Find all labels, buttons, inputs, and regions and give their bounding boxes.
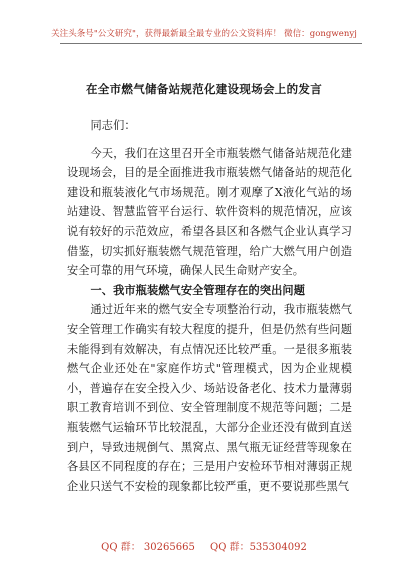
document-body — [67, 116, 352, 496]
document-title: 在全市燃气储备站规范化建设现场会上的发言 — [86, 82, 322, 96]
footer — [0, 538, 408, 553]
footer-qq-2: QQ 群：535304092 — [210, 542, 307, 553]
footer-qq-1: QQ 群： 30265665 — [101, 542, 195, 553]
section-1-heading: 一、我市瓶装燃气安全管理存在的突出问题 — [90, 283, 305, 297]
salutation: 同志们： — [90, 119, 136, 132]
paragraph-1: 今天，我们在这里召开全市瓶装燃气储备站规范化建设现场会，目的是全面推进我市瓶装燃气储备站的规范化建设和瓶装液化气市场规范。刚才观摩了X液化气站的场站建设、智慧监管平台运行、软件资料的规范情况，应该说有较好的示范效应，希望各县区和各燃气企业认真学习借鉴，切实抓好瓶装燃气规范管理，给广大燃气用户创造安全可靠的用气环境，确保人民生命财产安全。 — [67, 146, 352, 278]
paragraph-2: 通过近年来的燃气安全专项整治行动，我市瓶装燃气安全管理工作确实有较大程度的提升，但是仍然有些问题未能得到有效解决，有点情况还比较严重。一是很多瓶装燃气企业还处在"家庭作坊式"管理模式，因为企业规模小，普遍存在安全投入少、场站设备老化、技术力量薄弱职工教育培训不到位、安全管理制度不规范等问题；二是瓶装燃气运输环节比较混乱，大部分企业还没有做到直送到户，导致违规倒气、黑窝点、黑气瓶无证经营等现象在各县区不同程度的存在；三是用户安检环节相对薄弱正规企业只送气不安检的现象都比较严重，更不要说那些黑气 — [67, 303, 352, 493]
header-note: 关注头条号"公文研究"，获得最新最全最专业的公文资料库！ 微信：gongwenyj — [51, 29, 357, 39]
header-divider — [60, 43, 362, 44]
